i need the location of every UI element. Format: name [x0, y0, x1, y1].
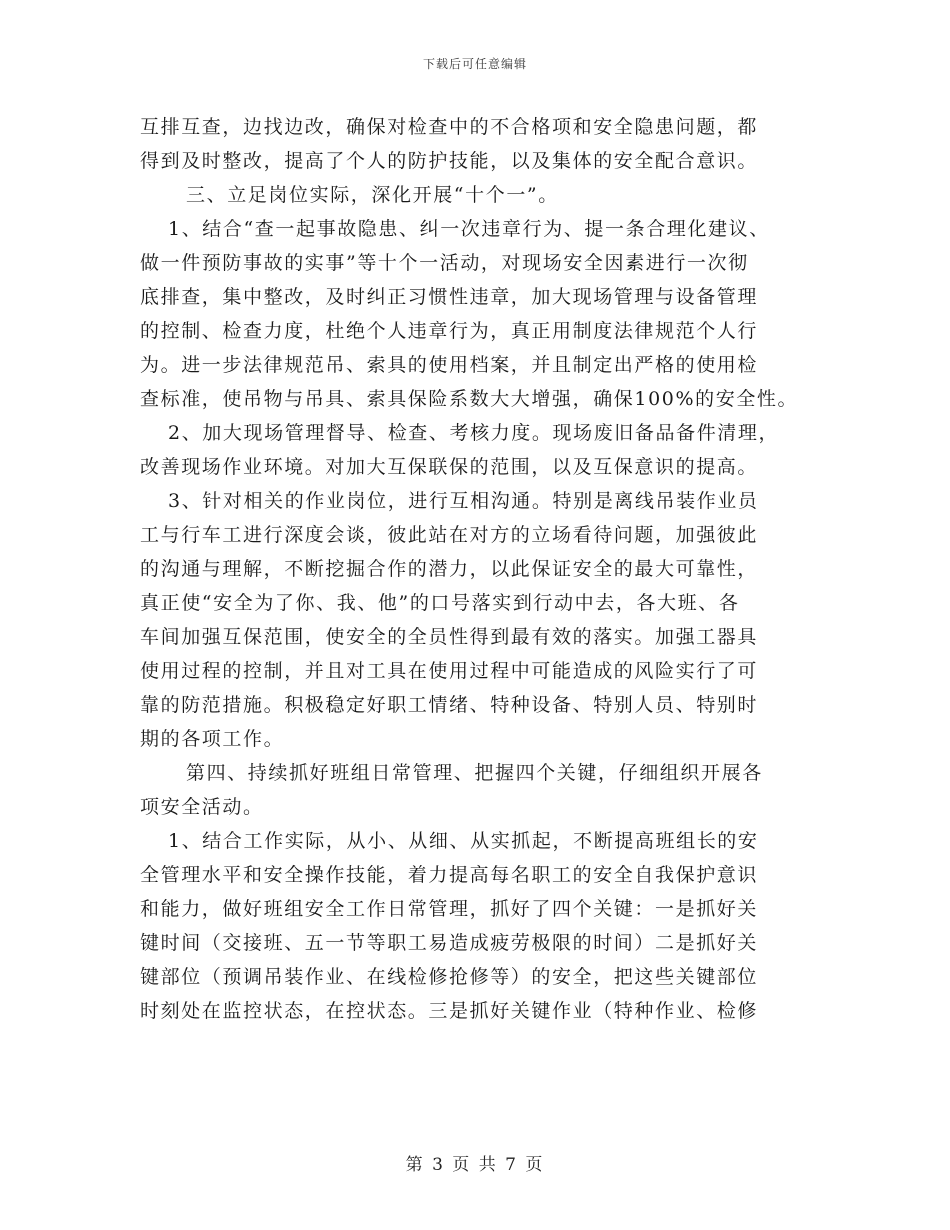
- text-line: 真正使“安全为了你、我、他”的口号落实到行动中去，各大班、各: [140, 592, 740, 614]
- text-line: 第四、持续抓好班组日常管理、把握四个关键，仔细组织开展各: [186, 762, 763, 784]
- text-line: 键部位（预调吊装作业、在线检修抢修等）的安全，把这些关键部位: [140, 966, 759, 988]
- text-line: 的控制、检查力度，杜绝个人违章行为，真正用制度法律规范个人行: [140, 320, 759, 342]
- text-line: 的沟通与理解，不断挖掘合作的潜力，以此保证安全的最大可靠性，: [140, 558, 759, 580]
- text-line: 3、针对相关的作业岗位，进行互相沟通。特别是离线吊装作业员: [168, 490, 759, 512]
- document-body: [140, 110, 815, 1028]
- text-line: 互排互查，边找边改，确保对检查中的不合格项和安全隐患问题，都: [140, 116, 759, 138]
- page-header: 下载后可任意编辑: [422, 57, 527, 71]
- text-line: 1、结合工作实际，从小、从细、从实抓起，不断提高班组长的安: [168, 830, 759, 852]
- text-line: 底排查，集中整改，及时纠正习惯性违章，加大现场管理与设备管理: [140, 286, 759, 308]
- text-line: 车间加强互保范围，使安全的全员性得到最有效的落实。加强工器具: [140, 626, 759, 648]
- text-line: 工与行车工进行深度会谈，彼此站在对方的立场看待问题，加强彼此: [140, 524, 759, 546]
- text-line: 全管理水平和安全操作技能，着力提高每名职工的安全自我保护意识: [140, 864, 759, 886]
- text-line: 得到及时整改，提高了个人的防护技能，以及集体的安全配合意识。: [140, 150, 759, 172]
- text-line: 期的各项工作。: [140, 728, 285, 750]
- text-line: 键时间（交接班、五一节等职工易造成疲劳极限的时间）二是抓好关: [140, 932, 759, 954]
- text-line: 为。进一步法律规范吊、索具的使用档案，并且制定出严格的使用检: [140, 354, 759, 376]
- text-line: 2、加大现场管理督导、检查、考核力度。现场废旧备品备件清理，: [168, 422, 780, 444]
- text-line: 1、结合“查一起事故隐患、纠一次违章行为、提一条合理化建议、: [168, 218, 770, 240]
- text-line: 使用过程的控制，并且对工具在使用过程中可能造成的风险实行了可: [140, 660, 759, 682]
- text-line: 三、立足岗位实际，深化开展“十个一”。: [186, 184, 559, 206]
- text-line: 项安全活动。: [140, 796, 264, 818]
- text-line: 靠的防范措施。积极稳定好职工情绪、特种设备、特别人员、特别时: [140, 694, 759, 716]
- text-line: 查标准，使吊物与吊具、索具保险系数大大增强，确保100%的安全性。: [140, 388, 799, 410]
- text-line: 和能力，做好班组安全工作日常管理，抓好了四个关键：一是抓好关: [140, 898, 759, 920]
- text-line: 改善现场作业环境。对加大互保联保的范围，以及互保意识的提高。: [140, 456, 759, 478]
- page-number-footer: 第 3 页 共 7 页: [405, 1155, 545, 1175]
- text-line: 做一件预防事故的实事”等十个一活动，对现场安全因素进行一次彻: [140, 252, 749, 274]
- text-line: 时刻处在监控状态，在控状态。三是抓好关键作业（特种作业、检修: [140, 1000, 759, 1022]
